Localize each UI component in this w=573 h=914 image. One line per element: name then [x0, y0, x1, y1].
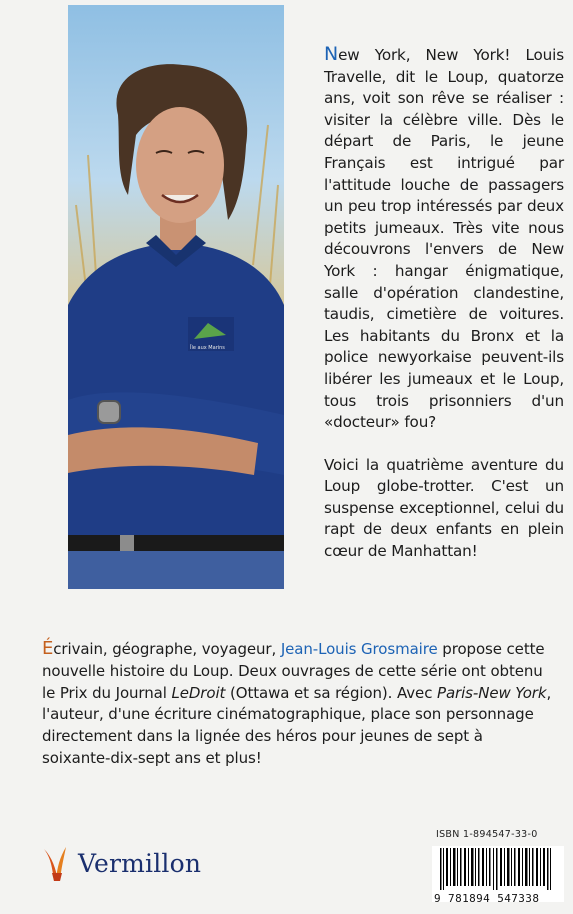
publisher-name: Vermillon: [78, 848, 202, 878]
back-cover-blurb: [324, 44, 564, 563]
blurb-dropcap: N: [324, 43, 339, 65]
blurb-paragraph-1: [324, 44, 564, 434]
isbn-label: ISBN 1-894547-33-0: [436, 829, 538, 840]
publisher-logo: [40, 840, 201, 886]
author-name: Jean-Louis Grosmaire: [280, 640, 438, 658]
journal-name: LeDroit: [171, 683, 226, 702]
blurb-paragraph-1-text: ew York, New York! Louis Travelle, dit le Loup, quatorze ans, voit son rêve se réaliser : visiter la célèbre ville. Dès le départ de Paris, le jeune Français est intrigué par l'attitude louche de passagers un peu trop intéressés par deux petits jumeaux. Très vite nous découvrons l'envers de New York : hangar énigmatique, salle d'opération clandestine, taudis, cimetière de voitures. Les habitants du Bronx et la police newyorkaise peuvent-ils libérer les jumeaux et le Loup, tous trois prisonniers d'un «docteur» fou?: [324, 46, 564, 432]
author-photo: [68, 5, 284, 589]
author-bio: [42, 638, 554, 770]
bio-text-1: crivain, géographe, voyageur,: [53, 640, 281, 658]
bio-text-4: , l'auteur, d'une écriture cinématographique, place son personnage directement dans la lignée des héros pour jeunes de sept à soixante-dix-sept ans et plus!: [42, 683, 552, 767]
barcode-bars: [432, 846, 564, 890]
author-portrait-illustration: [68, 5, 284, 589]
book-title: Paris-New York: [437, 683, 547, 702]
bio-text-3: (Ottawa et sa région). Avec: [225, 683, 438, 702]
flame-icon: [40, 843, 70, 883]
bio-dropcap: É: [42, 638, 54, 659]
bio-text-2: propose cette nouvelle histoire du Loup. Deux ouvrages de cette série ont obtenu le Prix du Journal: [42, 640, 545, 702]
barcode-number: 9 781894 547338: [434, 892, 540, 905]
blurb-paragraph-2: Voici la quatrième aventure du Loup globe-trotter. C'est un suspense exceptionnel, celui du rapt de deux enfants en plein cœur de Manhattan!: [324, 455, 564, 561]
shirt-logo-text: Île aux Marins: [190, 345, 225, 351]
